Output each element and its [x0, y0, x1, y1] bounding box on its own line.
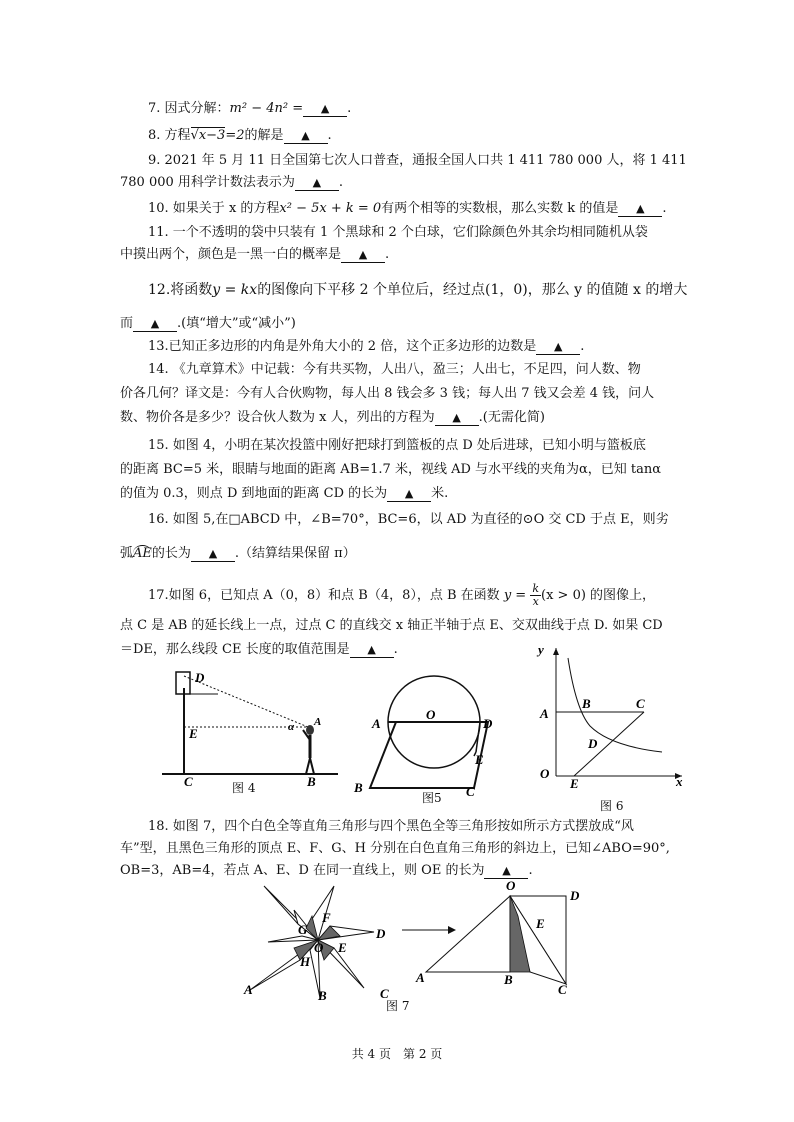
q12-text: 12.将函数: [148, 282, 213, 298]
answer-blank: ▲: [133, 317, 177, 332]
q11-end: .: [385, 247, 390, 262]
fig7-label-d: D: [376, 926, 386, 941]
figure-4-caption: 图 4: [232, 781, 256, 795]
fig7-label-h: H: [300, 954, 311, 969]
fig7-label-e2: E: [536, 916, 545, 931]
answer-blank: ▲: [350, 643, 394, 658]
question-10: [148, 200, 666, 218]
q12-expression: y = kx: [212, 282, 258, 298]
question-15-line2: 的距离 BC=5 米，眼睛与地面的距离 AB=1.7 米，视线 AD 与水平线的夹角为α，已知 tanα: [120, 462, 662, 477]
question-16-line1: 16. 如图 5,在□ABCD 中，∠B=70°，BC=6，以 AD 为直径的⊙O 交 CD 于点 E，则劣: [148, 512, 669, 527]
fig7-label-o: O: [314, 940, 324, 955]
answer-blank: ▲: [435, 411, 479, 426]
answer-blank: ▲: [536, 340, 580, 355]
figure-7-diagram: [236, 876, 596, 1016]
fig7-label-b: B: [318, 988, 327, 1003]
fig6-label-x: x: [676, 774, 683, 789]
q8-rhs: =2: [225, 128, 245, 143]
q10-end: .: [662, 201, 667, 216]
answer-blank: ▲: [484, 864, 528, 879]
question-17-line2: 点 C 是 AB 的延长线上一点，过点 C 的直线交 x 轴正半轴于点 E、交双曲线于点 D. 如果 CD: [120, 618, 663, 633]
answer-blank: ▲: [387, 487, 431, 502]
fig6-label-o: O: [540, 766, 550, 781]
fig6-label-e: E: [570, 776, 579, 791]
q16-end: .（结算结果保留 π）: [234, 546, 356, 561]
fig4-label-d: D: [195, 670, 205, 685]
fig7-label-d2: D: [570, 888, 580, 903]
question-17-line3: [120, 641, 398, 659]
fig5-label-c: C: [466, 784, 475, 799]
question-9-line1: 9. 2021 年 5 月 11 日全国第七次人口普查，通报全国人口共 1 411 780 000 人，将 1 411: [148, 153, 687, 168]
q8-mid: 的解是: [244, 128, 284, 143]
frac-num: k: [532, 582, 540, 595]
q7-text: 7. 因式分解：: [148, 101, 230, 116]
figure-4-diagram: [162, 668, 342, 788]
fig5-label-b: B: [354, 780, 363, 795]
question-17-line1: 17.如图 6，已知点 A（0，8）和点 B（4，8），点 B 在函数 y = $\frac{k}{x}$ (x > 0) 的图像上，: [148, 582, 656, 608]
q10-text: 10. 如果关于 x 的方程: [148, 201, 280, 216]
fig6-label-a: A: [540, 706, 549, 721]
page-footer: 共 4 页 第 2 页: [351, 1047, 443, 1061]
q9-text: 780 000 用科学计数法表示为: [120, 175, 295, 190]
fig7-label-c: C: [380, 986, 389, 1001]
q10-mid: 有两个相等的实数根，那么实数 k 的值是: [381, 201, 619, 216]
q11-text: 中摸出两个，颜色是一黑一白的概率是: [120, 247, 342, 262]
q9-end: .: [338, 175, 344, 190]
q17-text3: ＝DE，那么线段 CE 长度的取值范围是: [120, 642, 350, 657]
figure-5-caption: 图5: [422, 791, 442, 805]
fig4-label-alpha: α: [288, 721, 295, 733]
q10-expression: x² − 5x + k = 0: [279, 201, 382, 216]
question-15-line3: [120, 485, 448, 503]
q7-expression: m² − 4n² =: [229, 101, 304, 116]
figure-6-caption: 图 6: [600, 799, 624, 813]
q8-text: 8. 方程: [148, 128, 191, 143]
q14-text: 数、物价各是多少？设合伙人数为 x 人，列出的方程为: [120, 410, 435, 425]
fig6-label-c: C: [636, 696, 645, 711]
question-18-line2: 车”型，且黑色三角形的顶点 E、F、G、H 分别在白色直角三角形的斜边上，已知∠ABO=90°,: [120, 841, 670, 856]
question-14-line3: [120, 409, 545, 427]
q12-mid: 的图像向下平移 2 个单位后，经过点(1，0)，那么 y 的值随 x 的增大: [257, 282, 688, 298]
fig7-label-e: E: [338, 940, 347, 955]
answer-blank: ▲: [341, 248, 385, 263]
answer-blank: ▲: [295, 176, 339, 191]
fig5-label-o: O: [426, 707, 436, 722]
q18-text: OB=3，AB=4，若点 A、E、D 在同一直线上，则 OE 的长为: [120, 863, 485, 878]
answer-blank: ▲: [303, 102, 347, 117]
fig5-label-e: E: [475, 752, 484, 767]
answer-blank: ▲: [618, 202, 662, 217]
answer-blank: ▲: [191, 547, 235, 562]
question-14-line2: 价各几何？译文是：今有人合伙购物，每人出 8 钱会多 3 钱；每人出 7 钱又会差 4 钱，问人: [120, 386, 655, 401]
fig7-label-c2: C: [558, 982, 567, 997]
fig6-label-y: y: [538, 642, 544, 657]
fig7-label-g: G: [298, 922, 308, 937]
question-8: [148, 127, 332, 145]
question-12-line1: [148, 281, 687, 299]
fig5-label-a: A: [372, 716, 381, 731]
question-9-line2: [120, 174, 343, 192]
fig5-label-d: D: [483, 716, 493, 731]
q13-text: 13.已知正多边形的内角是外角大小的 2 倍，这个正多边形的边数是: [148, 339, 537, 354]
q12-end: .(填“增大”或“减小”): [177, 316, 296, 331]
fig6-label-d: D: [588, 736, 598, 751]
fig4-label-b: B: [307, 774, 316, 789]
fig7-label-a: A: [244, 982, 253, 997]
question-12-line2: [120, 315, 296, 333]
fig7-label-a2: A: [416, 970, 425, 985]
fig4-label-e: E: [189, 726, 198, 741]
question-13: [148, 338, 584, 356]
fig7-label-f: F: [322, 910, 331, 925]
q16-mid: 的长为: [151, 546, 191, 561]
fig4-label-c: C: [184, 774, 193, 789]
arc-ae: AE: [133, 546, 152, 561]
question-18-line1: 18. 如图 7，四个白色全等直角三角形与四个黑色全等三角形按如所示方式摆放成“风: [148, 819, 634, 834]
q13-end: .: [580, 339, 585, 354]
q16-text: 弧: [120, 546, 134, 561]
question-15-line1: 15. 如图 4，小明在某次投篮中刚好把球打到篮板的点 D 处后进球，已知小明与篮板底: [148, 438, 646, 453]
q14-end: .(无需化简): [478, 410, 545, 425]
q8-radical: √x−3: [190, 128, 226, 143]
q17-text: 17.如图 6，已知点 A（0，8）和点 B（4，8），点 B 在函数: [148, 588, 500, 603]
q7-end: .: [347, 101, 352, 116]
fig4-label-a: A: [314, 716, 322, 728]
q12-text2: 而: [120, 316, 134, 331]
fraction-k-over-x: [530, 583, 541, 608]
q17-end: .: [393, 642, 398, 657]
fig7-label-o2: O: [506, 878, 516, 893]
question-11-line2: [120, 246, 389, 264]
question-14-line1: 14. 《九章算术》中记载：今有共买物，人出八，盈三；人出七，不足四，问人数、物: [148, 362, 641, 377]
q15-text: 的值为 0.3，则点 D 到地面的距离 CD 的长为: [120, 486, 388, 501]
question-7: [148, 100, 351, 118]
figure-6-diagram: [530, 640, 690, 790]
q8-end: .: [327, 128, 332, 143]
answer-blank: ▲: [284, 129, 328, 144]
q15-end: 米.: [431, 486, 449, 501]
fig7-label-b2: B: [504, 972, 513, 987]
frac-den: x: [532, 595, 539, 608]
question-16-line2: [120, 545, 356, 563]
q18-end: .: [528, 863, 533, 878]
figure-7-caption: 图 7: [386, 999, 410, 1013]
fig6-label-b: B: [582, 696, 591, 711]
question-11-line1: 11. 一个不透明的袋中只装有 1 个黑球和 2 个白球，它们除颜色外其余均相同随机从袋: [148, 225, 648, 240]
q17-post: (x > 0) 的图像上，: [541, 588, 656, 603]
